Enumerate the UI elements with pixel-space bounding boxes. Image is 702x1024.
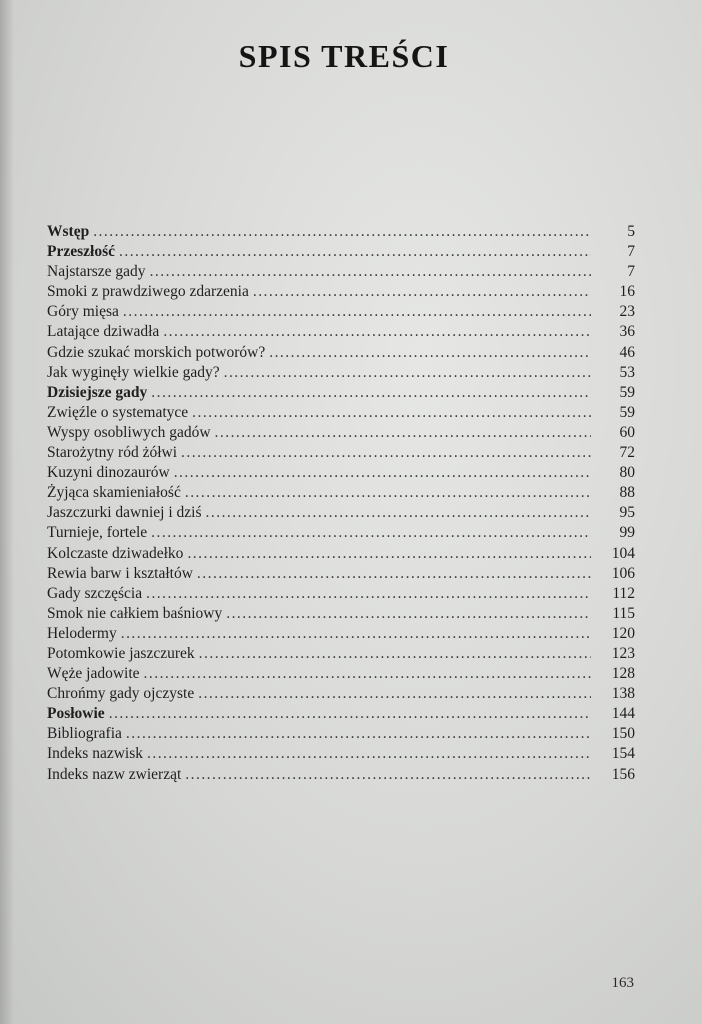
dot-leader [253,282,591,302]
toc-entry [47,584,635,604]
dot-leader [151,523,591,543]
dot-leader [126,724,591,744]
dot-leader [198,684,591,704]
dot-leader [93,222,591,242]
dot-leader [187,544,591,564]
toc-entry [47,443,635,463]
toc-entry-page: 99 [619,524,635,542]
dot-leader [123,302,591,322]
toc-entry [47,242,635,262]
toc-entry [47,363,635,383]
toc-entry-page: 7 [627,263,635,281]
toc-entry-page: 150 [611,725,635,743]
toc-entry-title: Starożytny ród żółwi [47,444,178,462]
toc-entry-title: Wstęp [47,223,90,240]
toc-entry-page: 59 [619,403,635,421]
toc-entry-page: 95 [619,504,635,522]
toc-entry-title: Przeszłość [47,243,115,261]
toc-entry-title: Indeks nazwisk [47,745,143,763]
toc-entry-title: Dzisiejsze gady [47,383,148,401]
toc-entry-page: 72 [619,444,635,462]
toc-entry [47,604,635,624]
toc-entry-page: 104 [611,544,635,562]
dot-leader [185,483,591,503]
toc-entry [47,664,635,684]
dot-leader [174,463,591,483]
toc-entry-title: Gady szczęścia [47,584,143,602]
toc-entry-page: 88 [619,484,635,502]
toc-entry [47,423,635,443]
dot-leader [147,744,591,764]
toc-entry [47,523,635,543]
toc-entry [47,302,635,322]
dot-leader [109,704,591,724]
toc-entry-title: Najstarsze gady [47,263,146,281]
toc-entry-page: 60 [619,423,635,441]
toc-entry-title: Indeks nazw zwierząt [47,765,182,783]
toc-entry [47,724,635,744]
toc-entry-title: Góry mięsa [47,303,119,321]
toc-entry [47,544,635,564]
dot-leader [185,765,591,785]
toc-entry-title: Zwięźle o systematyce [47,403,189,421]
toc-entry [47,704,635,724]
toc-entry-page: 144 [611,705,635,723]
toc-entry [47,684,635,704]
toc-entry [47,644,635,664]
toc-entry [47,564,635,584]
toc-entry [47,262,635,282]
dot-leader [192,403,591,423]
table-of-contents [47,222,635,785]
toc-entry-page: 5 [627,223,635,240]
toc-entry-page: 120 [611,624,635,642]
dot-leader [146,584,591,604]
toc-entry-page: 128 [611,665,635,683]
toc-entry-title: Węże jadowite [47,665,140,683]
dot-leader [181,443,591,463]
toc-entry-title: Helodermy [47,624,117,642]
toc-entry-title: Rewia barw i kształtów [47,564,193,582]
dot-leader [226,604,591,624]
dot-leader [224,363,591,383]
toc-entry [47,744,635,764]
toc-entry-page: 59 [619,383,635,401]
toc-entry-title: Chrońmy gady ojczyste [47,685,195,703]
toc-entry-title: Smoki z prawdziwego zdarzenia [47,283,249,301]
toc-entry-page: 7 [627,243,635,261]
toc-entry [47,503,635,523]
dot-leader [150,262,591,282]
toc-entry-title: Posłowie [47,705,105,723]
toc-entry-title: Bibliografia [47,725,122,743]
toc-entry-title: Smok nie całkiem baśniowy [47,604,223,622]
toc-entry [47,483,635,503]
toc-entry [47,282,635,302]
toc-entry [47,463,635,483]
toc-entry-title: Żyjąca skamieniałość [47,484,181,502]
toc-entry-title: Potomkowie jaszczurek [47,644,195,662]
dot-leader [215,423,591,443]
toc-entry-page: 23 [619,303,635,321]
dot-leader [119,242,591,262]
toc-entry-title: Jaszczurki dawniej i dziś [47,504,202,522]
toc-entry-page: 80 [619,464,635,482]
dot-leader [199,644,591,664]
toc-entry-title: Latające dziwadła [47,323,160,341]
toc-entry-title: Wyspy osobliwych gadów [47,423,211,441]
toc-entry-page: 36 [619,323,635,341]
toc-entry [47,343,635,363]
toc-entry [47,624,635,644]
page-number: 163 [611,975,634,991]
toc-entry-page: 123 [611,644,635,662]
toc-entry-page: 46 [619,343,635,361]
toc-entry-page: 154 [611,745,635,763]
dot-leader [121,624,591,644]
toc-entry [47,222,635,242]
toc-entry-page: 156 [611,765,635,783]
dot-leader [163,322,591,342]
page-title: SPIS TREŚCI [238,38,450,74]
toc-entry-page: 115 [612,604,635,622]
toc-entry-page: 112 [612,584,635,602]
toc-entry-page: 16 [619,283,635,301]
toc-entry-page: 138 [611,685,635,703]
dot-leader [206,503,591,523]
toc-entry-title: Kolczaste dziwadełko [47,544,184,562]
toc-entry [47,403,635,423]
toc-entry-title: Gdzie szukać morskich potworów? [47,343,266,361]
dot-leader [197,564,591,584]
dot-leader [151,383,591,403]
dot-leader [144,664,591,684]
toc-entry [47,765,635,785]
toc-entry-page: 106 [611,564,635,582]
toc-entry [47,383,635,403]
toc-entry [47,322,635,342]
toc-entry-title: Turnieje, fortele [47,524,148,542]
toc-entry-title: Jak wyginęły wielkie gady? [47,363,220,381]
toc-entry-title: Kuzyni dinozaurów [47,464,170,482]
toc-entry-page: 53 [619,363,635,381]
dot-leader [269,343,591,363]
